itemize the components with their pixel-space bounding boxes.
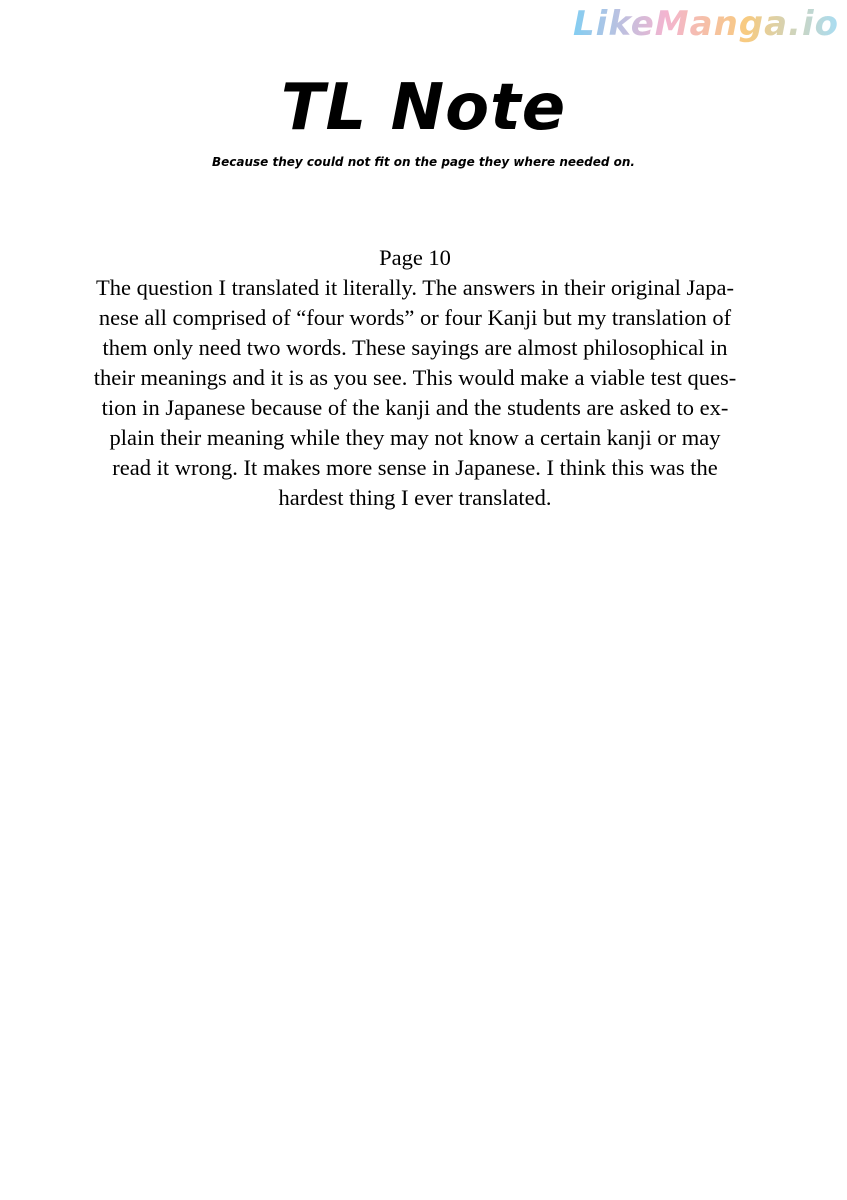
page-title: TL Note: [280, 71, 567, 145]
page-subtitle: Because they could not fit on the page they where needed on.: [212, 155, 635, 169]
note-line: nese all comprised of “four words” or four Kanji but my translation of: [98, 305, 732, 330]
note-line: tion in Japanese because of the kanji and the students are asked to ex-: [101, 395, 729, 420]
note-line: hardest thing I ever translated.: [278, 485, 552, 510]
note-line: them only need two words. These sayings are almost philosophical in: [102, 335, 728, 360]
note-line: plain their meaning while they may not know a certain kanji or may: [109, 425, 721, 450]
translation-note: [70, 243, 760, 513]
note-page-label: Page 10: [379, 245, 451, 270]
note-line: read it wrong. It makes more sense in Japanese. I think this was the: [112, 455, 718, 480]
watermark-logo: LikeManga.io: [573, 4, 839, 44]
note-line: their meanings and it is as you see. This would make a viable test ques-: [93, 365, 737, 390]
note-line: The question I translated it literally. The answers in their original Japa-: [96, 275, 734, 300]
